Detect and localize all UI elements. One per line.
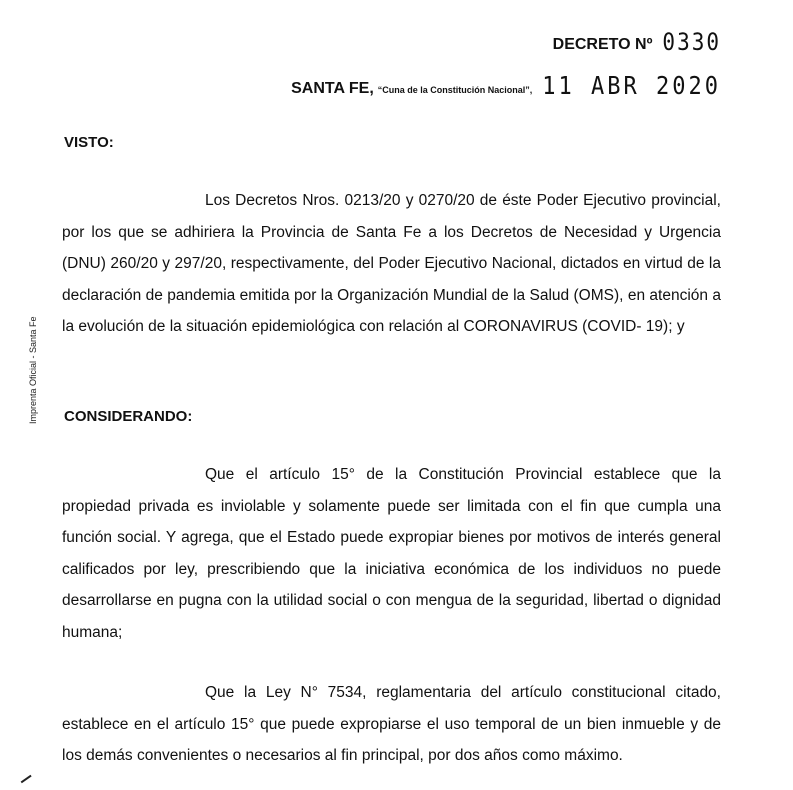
location-label: SANTA FE,: [291, 80, 374, 97]
date-stamp: 11 ABR 2020: [542, 72, 721, 101]
province-motto: “Cuna de la Constitución Nacional”,: [377, 85, 533, 95]
considerando-paragraph-1: [62, 459, 721, 648]
corner-pen-mark: [21, 775, 32, 783]
considerando-heading: CONSIDERANDO:: [64, 408, 193, 425]
visto-paragraph: [62, 185, 721, 343]
considerando-paragraph-2-text: Que la Ley N° 7534, reglamentaria del artículo constitucional citado, establece en el artículo 15° que puede expropiarse el uso temporal de un bien inmueble y de los demás convenientes o necesarios al fin principal, por dos años como máximo.: [62, 684, 721, 764]
printer-side-note: Imprenta Oficial - Santa Fe: [28, 316, 38, 424]
considerando-paragraph-2: [62, 677, 721, 772]
decree-label: DECRETO Nº: [552, 36, 653, 53]
decree-number-stamp: 0330: [662, 28, 721, 56]
visto-heading: VISTO:: [64, 134, 114, 151]
location-date-line: [291, 74, 721, 99]
decree-number-line: [553, 30, 721, 54]
visto-paragraph-text: Los Decretos Nros. 0213/20 y 0270/20 de éste Poder Ejecutivo provincial, por los que se adhiriera la Provincia de Santa Fe a los Decretos de Necesidad y Urgencia (DNU) 260/20 y 297/20, respectivamente, del Poder Ejecutivo Nacional, dictados en virtud de la declaración de pandemia emitida por la Organización Mundial de la Salud (OMS), en atención a la evolución de la situación epidemiológica con relación al CORONAVIRUS (COVID- 19); y: [62, 192, 721, 335]
considerando-paragraph-1-text: Que el artículo 15° de la Constitución Provincial establece que la propiedad privada es inviolable y solamente puede ser limitada con el fin que cumpla una función social. Y agrega, que el Estado puede expropiar bienes por motivos de interés general calificados por ley, prescribiendo que la iniciativa económica de los individuos no puede desarrollarse en pugna con la utilidad social o con mengua de la seguridad, libertad o dignidad humana;: [62, 466, 721, 641]
